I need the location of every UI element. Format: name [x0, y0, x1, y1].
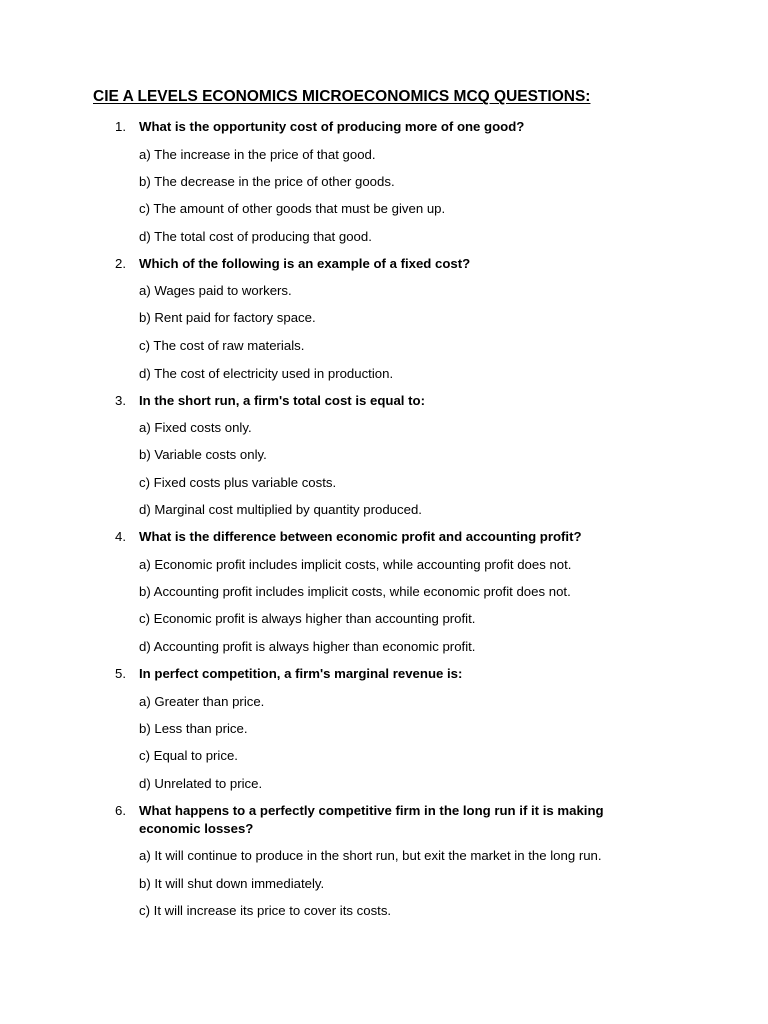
answer-option: c) The cost of raw materials. — [139, 338, 305, 353]
question-text: Which of the following is an example of a fixed cost? — [139, 256, 471, 271]
question-number: 3. — [115, 393, 126, 408]
question-text: What happens to a perfectly competitive firm in the long run if it is making economic losses? — [139, 803, 604, 836]
answer-option: c) Fixed costs plus variable costs. — [139, 475, 337, 490]
answer-option: c) It will increase its price to cover its costs. — [139, 903, 392, 918]
answer-option: a) Fixed costs only. — [139, 420, 252, 435]
answer-option: c) Economic profit is always higher than accounting profit. — [139, 611, 476, 626]
answer-option: a) The increase in the price of that good. — [139, 147, 376, 162]
question-text: What is the difference between economic profit and accounting profit? — [139, 529, 582, 544]
answer-option: d) Accounting profit is always higher than economic profit. — [139, 639, 476, 654]
answer-option: a) Greater than price. — [139, 694, 265, 709]
answer-option: a) Economic profit includes implicit costs, while accounting profit does not. — [139, 557, 572, 572]
question-number: 5. — [115, 666, 126, 681]
question-text: What is the opportunity cost of producing more of one good? — [139, 119, 525, 134]
answer-option: b) Variable costs only. — [139, 447, 267, 462]
answer-option: d) Unrelated to price. — [139, 776, 263, 791]
answer-option: d) Marginal cost multiplied by quantity produced. — [139, 502, 422, 517]
answer-option: c) The amount of other goods that must be given up. — [139, 201, 446, 216]
answer-option: a) Wages paid to workers. — [139, 283, 292, 298]
answer-option: b) Rent paid for factory space. — [139, 310, 316, 325]
answer-option: a) It will continue to produce in the short run, but exit the market in the long run. — [139, 848, 602, 863]
question-text: In perfect competition, a firm's marginal revenue is: — [139, 666, 463, 681]
question-number: 6. — [115, 803, 126, 818]
question-text: In the short run, a firm's total cost is equal to: — [139, 393, 425, 408]
answer-option: b) Accounting profit includes implicit costs, while economic profit does not. — [139, 584, 571, 599]
question-number: 1. — [115, 119, 126, 134]
answer-option: d) The total cost of producing that good. — [139, 229, 372, 244]
question-number: 2. — [115, 256, 126, 271]
question-number: 4. — [115, 529, 126, 544]
answer-option: b) The decrease in the price of other goods. — [139, 174, 395, 189]
answer-option: d) The cost of electricity used in production. — [139, 366, 394, 381]
document-title: CIE A LEVELS ECONOMICS MICROECONOMICS MCQ QUESTIONS: — [93, 88, 591, 105]
answer-option: c) Equal to price. — [139, 748, 238, 763]
answer-option: b) It will shut down immediately. — [139, 876, 325, 891]
answer-option: b) Less than price. — [139, 721, 248, 736]
